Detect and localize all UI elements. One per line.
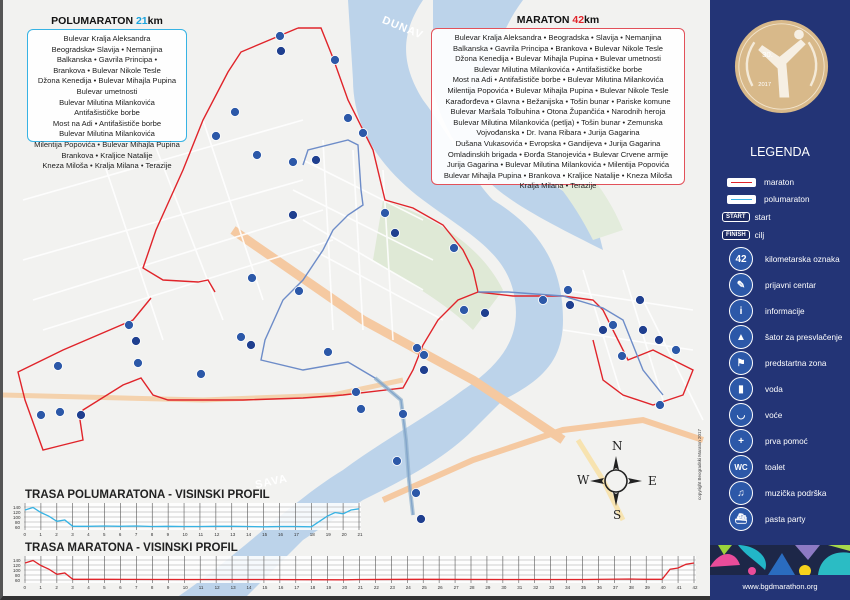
legend-item-finish [710, 225, 850, 245]
route-line: Beogradska• Slavija • Nemanjina [51, 44, 163, 54]
svg-text:11: 11 [198, 585, 204, 590]
route-line: Vojvođanska • Dr. Ivana Ribara • Jurija Gagarina [476, 128, 640, 138]
road [3, 380, 403, 400]
svg-text:17: 17 [293, 532, 299, 537]
legend-label: muzička podrška [765, 488, 827, 498]
svg-text:7: 7 [135, 585, 138, 590]
river-label-dunav: DUNAV [380, 14, 425, 42]
legend-item-music [710, 483, 850, 503]
svg-text:60: 60 [15, 525, 21, 530]
route-line: Kneza Miloša • Kralja Milana • Terazije [42, 161, 172, 171]
belgrade-marathon-medal-logo [733, 18, 830, 115]
svg-text:16: 16 [277, 532, 283, 537]
svg-text:35: 35 [581, 585, 587, 590]
half-profile-chart [11, 502, 363, 538]
water-bottle-icon: ▮ [729, 377, 753, 401]
svg-text:27: 27 [453, 585, 459, 590]
wc-icon: WC [729, 455, 753, 479]
legend-item-half-marathon [710, 189, 850, 209]
registration-pencil-icon: ✎ [729, 273, 753, 297]
svg-text:40: 40 [660, 585, 666, 590]
svg-text:30: 30 [501, 585, 507, 590]
legend-label: cilj [754, 230, 765, 240]
compass-south: S [613, 508, 622, 522]
first-aid-cross-icon: + [729, 429, 753, 453]
banana-icon: ◡ [729, 403, 753, 427]
legend-label: toalet [765, 462, 786, 472]
route-line: Antifašističke borbe [74, 108, 140, 118]
svg-text:15: 15 [262, 585, 268, 590]
svg-text:60: 60 [15, 578, 21, 583]
svg-text:28: 28 [469, 585, 475, 590]
legend-item-start [710, 207, 850, 227]
svg-text:23: 23 [389, 585, 395, 590]
km-marker-icon: 42 [729, 247, 753, 271]
legend-label: informacije [765, 306, 805, 316]
legend-item-pasta-party [710, 509, 850, 529]
svg-text:38: 38 [628, 585, 634, 590]
svg-text:13: 13 [230, 585, 236, 590]
route-line: Džona Kenedija • Bulevar Mihajla Pupina [37, 76, 177, 86]
music-note-icon: ♫ [729, 481, 753, 505]
svg-text:3: 3 [71, 585, 74, 590]
route-line: Karađorđeva • Glavna • Bežanijska • Tošin bunar • Pariske komune [445, 96, 671, 106]
svg-text:1: 1 [39, 585, 42, 590]
svg-text:1: 1 [39, 532, 42, 537]
distance-unit: km [147, 15, 163, 27]
decorative-pattern [710, 545, 850, 575]
route-line: Most na Adi • Antifašističe borbe [52, 118, 162, 128]
legend-sidebar [710, 0, 850, 600]
legend-item-km-marker [710, 249, 850, 269]
finish-tag-icon: FINISH [722, 230, 750, 240]
info-icon: i [729, 299, 753, 323]
route-line: Bulevar Kralja Aleksandra [63, 34, 151, 43]
compass-east: E [648, 474, 657, 488]
route-line: Balkanska • Gavrila Principa • [56, 55, 158, 65]
half-marathon-route-box [27, 29, 187, 171]
compass-north: N [612, 439, 623, 453]
svg-text:9: 9 [166, 532, 170, 537]
legend-label: prva pomoć [765, 436, 808, 446]
copyright-text: copyright Beogradski Maraton 2017 [697, 428, 702, 500]
route-line: Milentija Popovića • Bulevar Mihajla Pupina [34, 139, 180, 149]
svg-text:13: 13 [230, 532, 236, 537]
route-line: Omladinskih brigada • Đorđa Stanojevića • Bulevar Crvene armije [447, 149, 669, 159]
legend-label: kilometarska oznaka [765, 254, 840, 264]
half-elevation-profile [11, 488, 363, 538]
svg-text:17: 17 [294, 585, 300, 590]
boat-icon: ⛴ [729, 507, 753, 531]
svg-text:30.: 30. [762, 49, 773, 59]
svg-text:26: 26 [437, 585, 443, 590]
svg-text:18: 18 [309, 532, 315, 537]
route-line: Balkanska • Gavrila Principa • Brankova • Bulevar Nikole Tesle [452, 43, 663, 53]
compass-rose [568, 438, 663, 523]
tent-icon: ▲ [729, 325, 753, 349]
svg-text:9: 9 [166, 585, 170, 590]
legend-label: start [754, 212, 771, 222]
marathon-title [431, 14, 685, 26]
route-line: Jurija Gagarina • Bulevar Milutina Milankovića • Milentija Popovića [446, 160, 670, 170]
svg-text:15: 15 [262, 532, 268, 537]
pattern-shapes [710, 545, 850, 575]
route-line: Džona Kenedija • Bulevar Mihajla Pupina • Bulevar umetnosti [455, 54, 661, 64]
route-line: Bulevar umetnosti [76, 86, 138, 96]
title-prefix: MARATON [516, 14, 573, 26]
svg-text:8: 8 [150, 585, 154, 590]
svg-text:21: 21 [358, 585, 364, 590]
route-line: Brankova • Bulevar Nikole Tesle [53, 65, 161, 75]
legend-item-registration [710, 275, 850, 295]
svg-text:29: 29 [485, 585, 491, 590]
svg-text:12: 12 [214, 585, 220, 590]
svg-text:20: 20 [341, 532, 347, 537]
route-line: Milentija Popovića • Bulevar Mihajla Pupina • Bulevar Nikole Tesle [447, 85, 669, 95]
website-link[interactable]: www.bgdmarathon.org [742, 582, 818, 591]
svg-text:120: 120 [13, 510, 21, 515]
svg-text:2: 2 [55, 585, 58, 590]
svg-text:20: 20 [342, 585, 348, 590]
svg-text:120: 120 [13, 563, 21, 568]
legend-label: prijavni centar [765, 280, 816, 290]
route-line: Bulevar Milutina Milankovića [59, 129, 155, 139]
svg-text:34: 34 [565, 585, 571, 590]
legend-item-fruit [710, 405, 850, 425]
svg-text:32: 32 [533, 585, 539, 590]
legend-label: predstartna zona [765, 358, 827, 368]
marathon-route-box [431, 28, 685, 191]
svg-text:33: 33 [549, 585, 555, 590]
route-line: Dušana Vukasovića • Evropska • Gandijeva • Jurija Gagarina [455, 138, 661, 148]
svg-text:19: 19 [325, 532, 331, 537]
compass-west: W [577, 473, 590, 487]
svg-text:12: 12 [214, 532, 220, 537]
svg-text:0: 0 [23, 532, 27, 537]
svg-text:39: 39 [644, 585, 650, 590]
svg-text:36: 36 [596, 585, 602, 590]
svg-text:16: 16 [278, 585, 284, 590]
route-line: Bulevar Kralja Aleksandra • Beogradska • Slavija • Nemanjina [454, 33, 662, 42]
svg-text:11: 11 [198, 532, 204, 537]
svg-text:5: 5 [103, 532, 106, 537]
distance-unit: km [584, 14, 600, 26]
svg-text:7: 7 [134, 532, 138, 537]
svg-text:100: 100 [13, 568, 21, 573]
title-prefix: POLUMARATON [51, 15, 136, 27]
legend-label: polumaraton [764, 194, 810, 204]
legend-item-water [710, 379, 850, 399]
route-line: Bulevar Milutina Milankovića • Antifašističke borbe [473, 64, 643, 74]
svg-text:80: 80 [15, 520, 21, 525]
svg-text:2: 2 [55, 532, 58, 537]
legend-item-first-aid [710, 431, 850, 451]
svg-text:6: 6 [119, 585, 122, 590]
svg-text:6: 6 [118, 532, 122, 537]
svg-text:14: 14 [246, 532, 252, 537]
svg-text:100: 100 [13, 515, 21, 520]
svg-text:140: 140 [13, 558, 21, 563]
svg-text:5: 5 [103, 585, 106, 590]
legend-label: šator za presvlačenje [765, 332, 843, 342]
svg-text:3: 3 [71, 532, 74, 537]
svg-text:80: 80 [15, 573, 21, 578]
marathon-profile-title: TRASA MARATONA - VISINSKI PROFIL [25, 542, 238, 554]
route-line: Bulevar Maršala Tolbuhina • Otona Župančića • Narodnih heroja [450, 107, 666, 117]
svg-text:140: 140 [13, 505, 21, 510]
svg-text:4: 4 [87, 532, 90, 537]
route-line: Brankova • Kraljice Natalije [61, 150, 153, 160]
svg-text:37: 37 [612, 585, 618, 590]
route-line: Bulevar Milutina Milankovića [59, 97, 155, 107]
legend-title: LEGENDA [750, 145, 810, 159]
legend-label: voće [765, 410, 783, 420]
svg-text:2017: 2017 [758, 81, 772, 88]
route-line: Kralja Milana • Terazije [519, 181, 597, 191]
svg-text:18: 18 [310, 585, 316, 590]
legend-item-prestart-zone [710, 353, 850, 373]
marathon-profile-chart [11, 555, 701, 591]
start-tag-icon: START [722, 212, 750, 222]
svg-text:42: 42 [692, 585, 698, 590]
svg-text:8: 8 [150, 532, 154, 537]
legend-item-toilet [710, 457, 850, 477]
route-line: Bulevar Milutina Milankovića (petlja) • Tošin bunar • Zemunska [453, 117, 663, 127]
svg-text:41: 41 [676, 585, 682, 590]
marathon-elevation-profile [11, 542, 701, 592]
svg-text:0: 0 [23, 585, 27, 590]
river-label-sava: SAVA [254, 472, 289, 492]
marathon-line-icon [727, 178, 756, 187]
distance-number: 42 [572, 14, 585, 26]
legend-label: maraton [764, 177, 795, 187]
svg-text:31: 31 [517, 585, 523, 590]
legend-label: voda [765, 384, 783, 394]
half-marathon-line-icon [727, 195, 756, 204]
half-profile-title: TRASA POLUMARATONA - VISINSKI PROFIL [25, 489, 270, 501]
svg-text:19: 19 [326, 585, 332, 590]
svg-text:21: 21 [357, 532, 363, 537]
svg-text:25: 25 [421, 585, 427, 590]
svg-text:22: 22 [373, 585, 379, 590]
route-line: Most na Adi • Antifašističe borbe • Bulevar Milutina Milankovića [452, 75, 664, 85]
legend-item-info [710, 301, 850, 321]
svg-text:10: 10 [182, 585, 188, 590]
distance-number: 21 [135, 15, 148, 27]
legend-item-changing-tent [710, 327, 850, 347]
svg-text:4: 4 [87, 585, 90, 590]
half-marathon-title [27, 15, 187, 27]
legend-label: pasta party [765, 514, 806, 524]
svg-text:10: 10 [182, 532, 188, 537]
svg-text:14: 14 [246, 585, 252, 590]
svg-text:24: 24 [405, 585, 411, 590]
route-line: Bulevar Mihajla Pupina • Brankova • Kraljice Natalije • Kneza Miloša [443, 170, 673, 180]
runners-icon: ⚑ [729, 351, 753, 375]
